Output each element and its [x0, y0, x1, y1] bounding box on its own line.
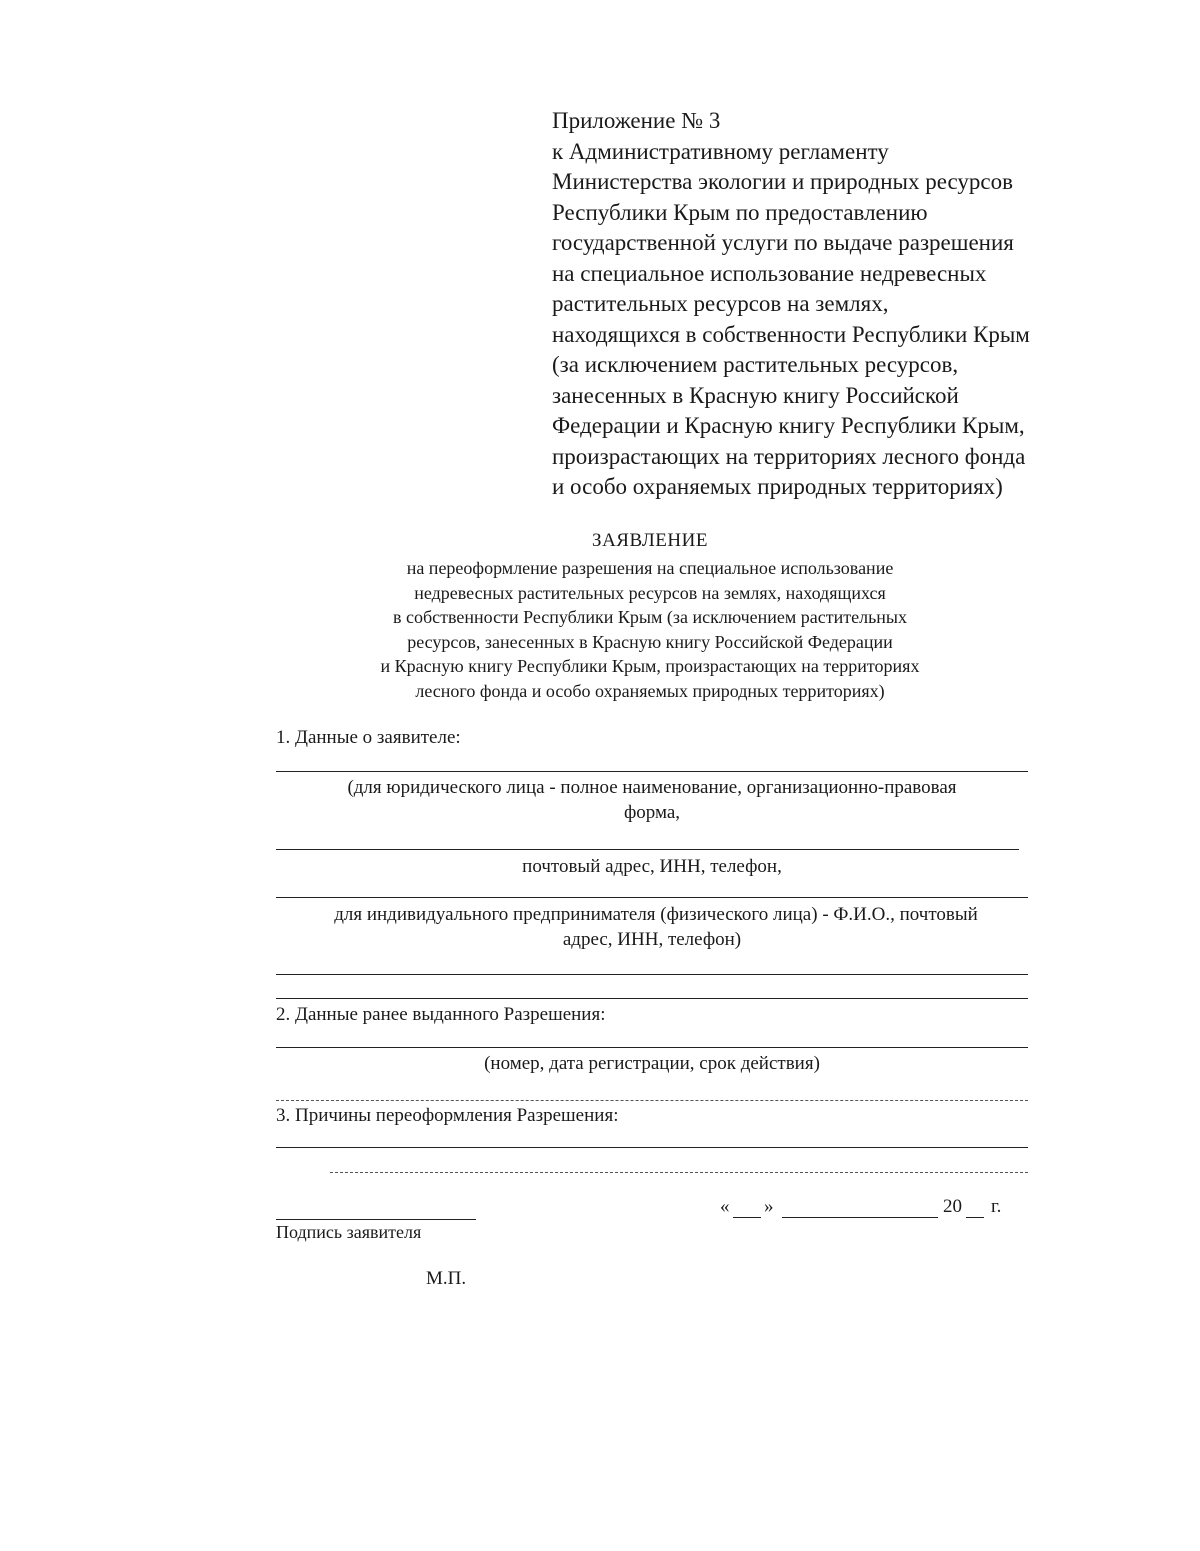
applicant-extra-line-1[interactable] [276, 974, 1028, 975]
signature-label: Подпись заявителя [276, 1222, 422, 1242]
form-subtitle [260, 556, 1040, 703]
appendix-line: растительных ресурсов на землях, [552, 291, 889, 316]
hint-address: почтовый адрес, ИНН, телефон, [522, 856, 782, 877]
hint-legal-1: (для юридического лица - полное наименование, организационно-правовая [347, 777, 957, 798]
section2-label: 2. Данные ранее выданного Разрешения: [276, 1004, 606, 1025]
date-year-suffix: г. [991, 1196, 1002, 1217]
date-year-prefix: 20 [943, 1196, 962, 1217]
applicant-individual-field[interactable] [276, 897, 1028, 898]
date-year-field[interactable] [966, 1217, 984, 1218]
appendix-line: и особо охраняемых природных территориях) [552, 474, 1003, 499]
appendix-line: на специальное использование недревесных [552, 260, 987, 286]
form-title: ЗАЯВЛЕНИЕ [592, 530, 708, 551]
appendix-line: занесенных в Красную книгу Российской [552, 382, 959, 408]
appendix-line: находящихся в собственности Республики Крым [552, 321, 1030, 347]
hint-individual-1: для индивидуального предпринимателя (физического лица) - Ф.И.О., почтовый [334, 904, 978, 925]
appendix-header [552, 106, 1112, 503]
subtitle-line: на переоформление разрешения на специальное использование [406, 558, 894, 578]
appendix-line: произрастающих на территориях лесного фонда [552, 443, 1026, 469]
hint-legal-2: форма, [623, 802, 681, 823]
appendix-line: (за исключением растительных ресурсов, [552, 352, 959, 377]
section1-label: 1. Данные о заявителе: [276, 727, 461, 748]
appendix-line: Федерации и Красную книгу Республики Крым, [552, 413, 1025, 438]
stamp-label: М.П. [426, 1268, 467, 1289]
hint-permit: (номер, дата регистрации, срок действия) [484, 1053, 820, 1074]
appendix-line: Республики Крым по предоставлению [552, 199, 928, 225]
date-day-field[interactable] [733, 1217, 761, 1218]
reasons-field-2[interactable] [330, 1172, 1028, 1173]
appendix-line: государственной услуги по выдаче разрешения [552, 230, 1014, 255]
subtitle-line: лесного фонда и особо охраняемых природных территориях) [415, 680, 885, 701]
subtitle-line: ресурсов, занесенных в Красную книгу Российской Федерации [407, 631, 893, 652]
reasons-field-1[interactable] [276, 1147, 1028, 1148]
permit-extra-line[interactable] [276, 1100, 1028, 1101]
subtitle-line: и Красную книгу Республики Крым, произрастающих на территориях [380, 656, 920, 676]
previous-permit-field[interactable] [276, 1047, 1028, 1048]
hint-individual-2: адрес, ИНН, телефон) [562, 929, 742, 950]
signature-line[interactable] [276, 1219, 476, 1220]
appendix-line: к Административному регламенту [552, 138, 889, 164]
subtitle-line: в собственности Республики Крым (за исключением растительных [392, 607, 908, 627]
date-quote-close: » [764, 1196, 774, 1217]
applicant-address-field[interactable] [276, 849, 1019, 850]
appendix-line: Министерства экологии и природных ресурсов [552, 169, 1013, 194]
date-month-field[interactable] [782, 1217, 938, 1218]
appendix-line: Приложение № 3 [552, 108, 721, 133]
subtitle-line: недревесных растительных ресурсов на землях, находящихся [414, 582, 886, 603]
section3-label: 3. Причины переоформления Разрешения: [276, 1105, 619, 1126]
applicant-legal-name-field[interactable] [276, 771, 1028, 772]
date-quote-open: « [720, 1196, 730, 1217]
applicant-extra-line-2[interactable] [276, 998, 1028, 999]
